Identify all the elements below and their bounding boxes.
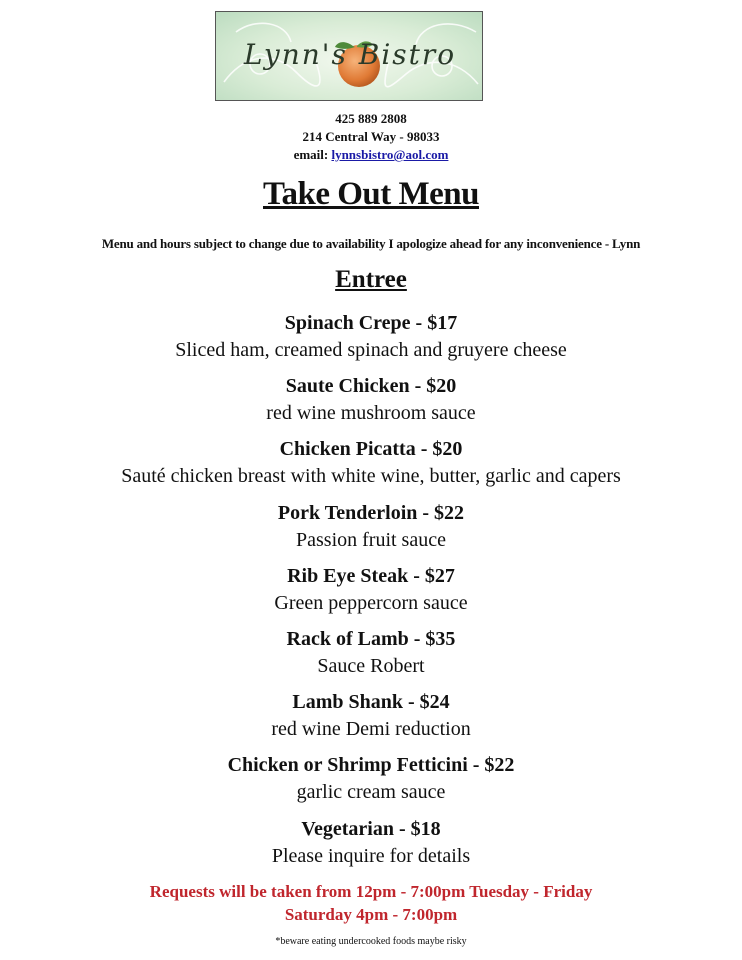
- menu-item-description: Green peppercorn sauce: [274, 591, 468, 614]
- menu-item: [0, 752, 742, 815]
- availability-notice: Menu and hours subject to change due to availability I apologize ahead for any inconvenience - Lynn: [101, 236, 641, 251]
- request-hours-weekday: Requests will be taken from 12pm - 7:00pm Tuesday - Friday: [149, 882, 593, 901]
- bistro-logo: [215, 11, 483, 101]
- email-link[interactable]: lynnsbistro@aol.com: [331, 147, 449, 162]
- email-line: [0, 146, 742, 164]
- address: 214 Central Way - 98033: [302, 129, 440, 144]
- menu-item-description: Please inquire for details: [271, 844, 471, 867]
- menu-item: [0, 310, 742, 373]
- menu-item-description: red wine Demi reduction: [271, 718, 471, 741]
- menu-item-description: Passion fruit sauce: [296, 528, 446, 551]
- menu-item: [0, 816, 742, 879]
- phone-number: 425 889 2808: [335, 111, 407, 126]
- menu-item: [0, 563, 742, 626]
- menu-item-description: garlic cream sauce: [296, 781, 446, 804]
- menu-item-name: Chicken Picatta - $20: [279, 438, 463, 461]
- request-hours-saturday: Saturday 4pm - 7:00pm: [284, 905, 458, 924]
- menu-item-description: Sauté chicken breast with white wine, butter, garlic and capers: [121, 465, 621, 488]
- contact-info: [0, 110, 742, 164]
- menu-item-description: red wine mushroom sauce: [266, 402, 476, 425]
- menu-item: [0, 373, 742, 436]
- food-safety-warning: *beware eating undercooked foods maybe risky: [275, 936, 467, 947]
- menu-item-name: Saute Chicken - $20: [285, 375, 457, 398]
- menu-item-name: Rib Eye Steak - $27: [287, 564, 455, 587]
- menu-item-name: Spinach Crepe - $17: [284, 312, 458, 334]
- request-hours: [0, 880, 742, 926]
- entree-list: [0, 310, 742, 879]
- menu-item-description: Sliced ham, creamed spinach and gruyere cheese: [175, 339, 567, 361]
- menu-item: [0, 689, 742, 752]
- menu-item: [0, 500, 742, 563]
- email-label: email:: [293, 147, 329, 162]
- menu-item: [0, 436, 742, 499]
- logo-text: Lynn's Bistro: [243, 38, 457, 71]
- page-title: Take Out Menu: [263, 176, 479, 212]
- menu-item: [0, 626, 742, 689]
- menu-item-name: Chicken or Shrimp Fetticini - $22: [227, 754, 515, 777]
- menu-item-name: Vegetarian - $18: [301, 817, 441, 840]
- section-heading-entree: Entree: [335, 266, 407, 293]
- menu-item-description: Sauce Robert: [317, 654, 425, 677]
- menu-item-name: Lamb Shank - $24: [292, 691, 450, 714]
- menu-item-name: Pork Tenderloin - $22: [277, 501, 465, 524]
- menu-item-name: Rack of Lamb - $35: [286, 627, 456, 650]
